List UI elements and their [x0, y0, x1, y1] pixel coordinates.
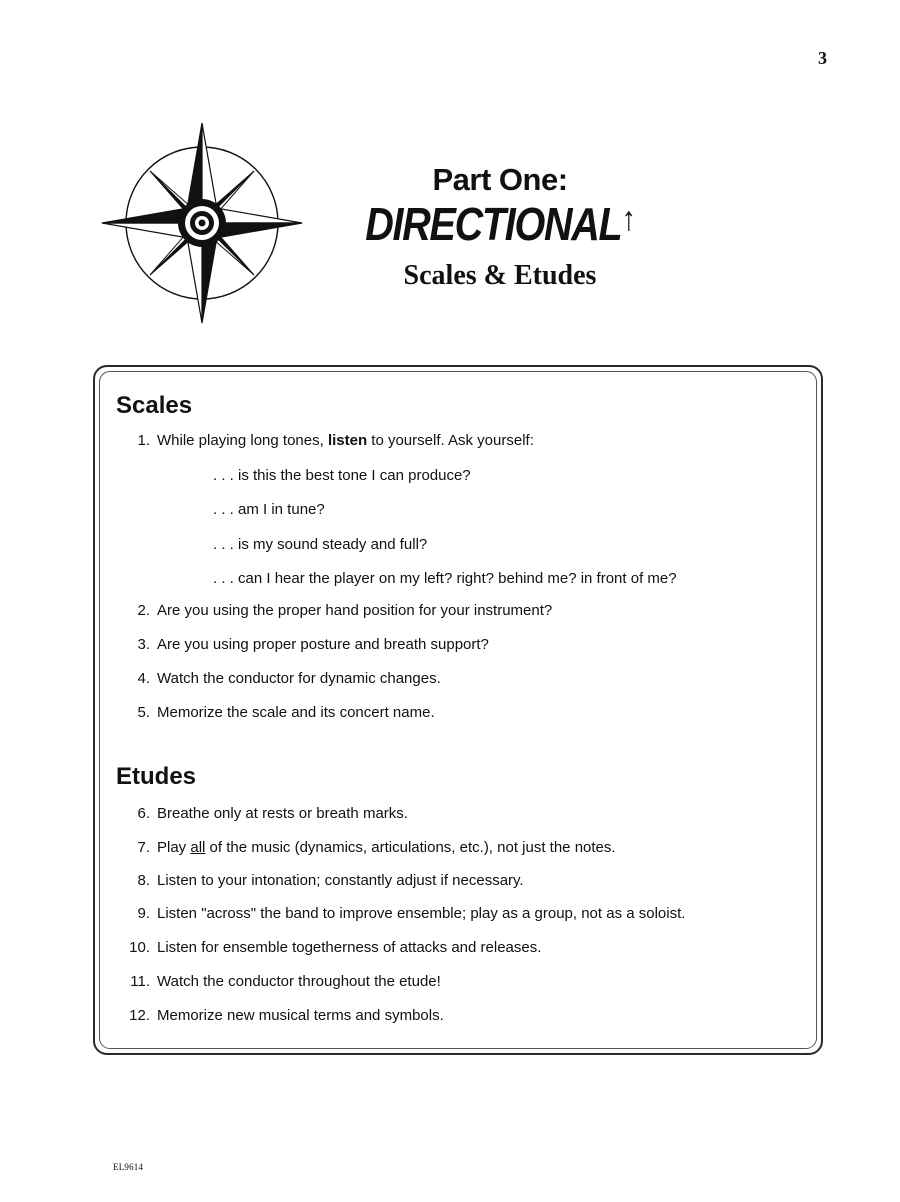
list-item	[116, 904, 685, 924]
question-item: . . . am I in tune?	[213, 501, 325, 518]
item-number: 4.	[137, 670, 150, 687]
item-text: Listen "across" the band to improve ensemble; play as a group, not as a soloist.	[157, 905, 686, 922]
item-text: Are you using the proper hand position for your instrument?	[157, 602, 553, 619]
item-number: 3.	[137, 636, 150, 653]
item-number: 1.	[137, 432, 150, 449]
item-number: 9.	[137, 905, 150, 922]
list-item	[116, 838, 616, 858]
item-number: 11.	[130, 973, 150, 990]
item-number: 7.	[137, 839, 150, 856]
question-item: . . . is this the best tone I can produce?	[213, 467, 471, 484]
list-item	[116, 635, 489, 655]
etudes-heading: Etudes	[116, 763, 197, 790]
question-item: . . . can I hear the player on my left? right? behind me? in front of me?	[213, 570, 677, 587]
subtitle: Scales & Etudes	[403, 260, 597, 291]
list-item	[116, 1006, 444, 1026]
list-item	[116, 703, 435, 723]
item-number: 12.	[129, 1007, 150, 1024]
item-text-bold: listen	[327, 432, 368, 449]
item-text: Memorize the scale and its concert name.	[157, 704, 435, 721]
list-item	[116, 871, 524, 891]
item-text-underlined: all	[190, 839, 206, 856]
item-text: Breathe only at rests or breath marks.	[157, 805, 408, 822]
item-text-pre: While playing long tones,	[157, 432, 328, 449]
item-text: Are you using proper posture and breath support?	[157, 636, 489, 653]
list-item	[116, 601, 552, 621]
question-item: . . . is my sound steady and full?	[213, 536, 428, 553]
main-title	[354, 198, 646, 255]
item-number: 5.	[137, 704, 150, 721]
list-item	[116, 431, 534, 451]
item-number: 8.	[137, 872, 150, 889]
item-number: 6.	[137, 805, 150, 822]
title-block	[330, 162, 670, 293]
footer-code: EL9614	[113, 1162, 144, 1172]
scales-heading: Scales	[116, 392, 193, 419]
list-item	[116, 938, 541, 958]
item-number: 10.	[129, 939, 150, 956]
item-text: Memorize new musical terms and symbols.	[157, 1007, 444, 1024]
item-text-post: of the music (dynamics, articulations, etc.), not just the notes.	[205, 839, 616, 856]
main-title-text: DIRECTIONAL	[365, 198, 622, 250]
item-text: Watch the conductor for dynamic changes.	[157, 670, 441, 687]
up-arrow-icon: ↑	[621, 200, 635, 238]
item-text-pre: Play	[157, 839, 191, 856]
item-text: Listen for ensemble togetherness of attacks and releases.	[157, 939, 542, 956]
item-number: 2.	[137, 602, 150, 619]
list-item	[116, 804, 408, 824]
item-text: Listen to your intonation; constantly adjust if necessary.	[157, 872, 524, 889]
item-text-post: to yourself. Ask yourself:	[367, 432, 534, 449]
list-item	[116, 972, 441, 992]
part-heading: Part One:	[432, 162, 568, 197]
item-text: Watch the conductor throughout the etude!	[157, 973, 441, 990]
page-number: 3	[818, 48, 827, 68]
list-item	[116, 669, 441, 689]
compass-rose-icon	[100, 120, 306, 330]
